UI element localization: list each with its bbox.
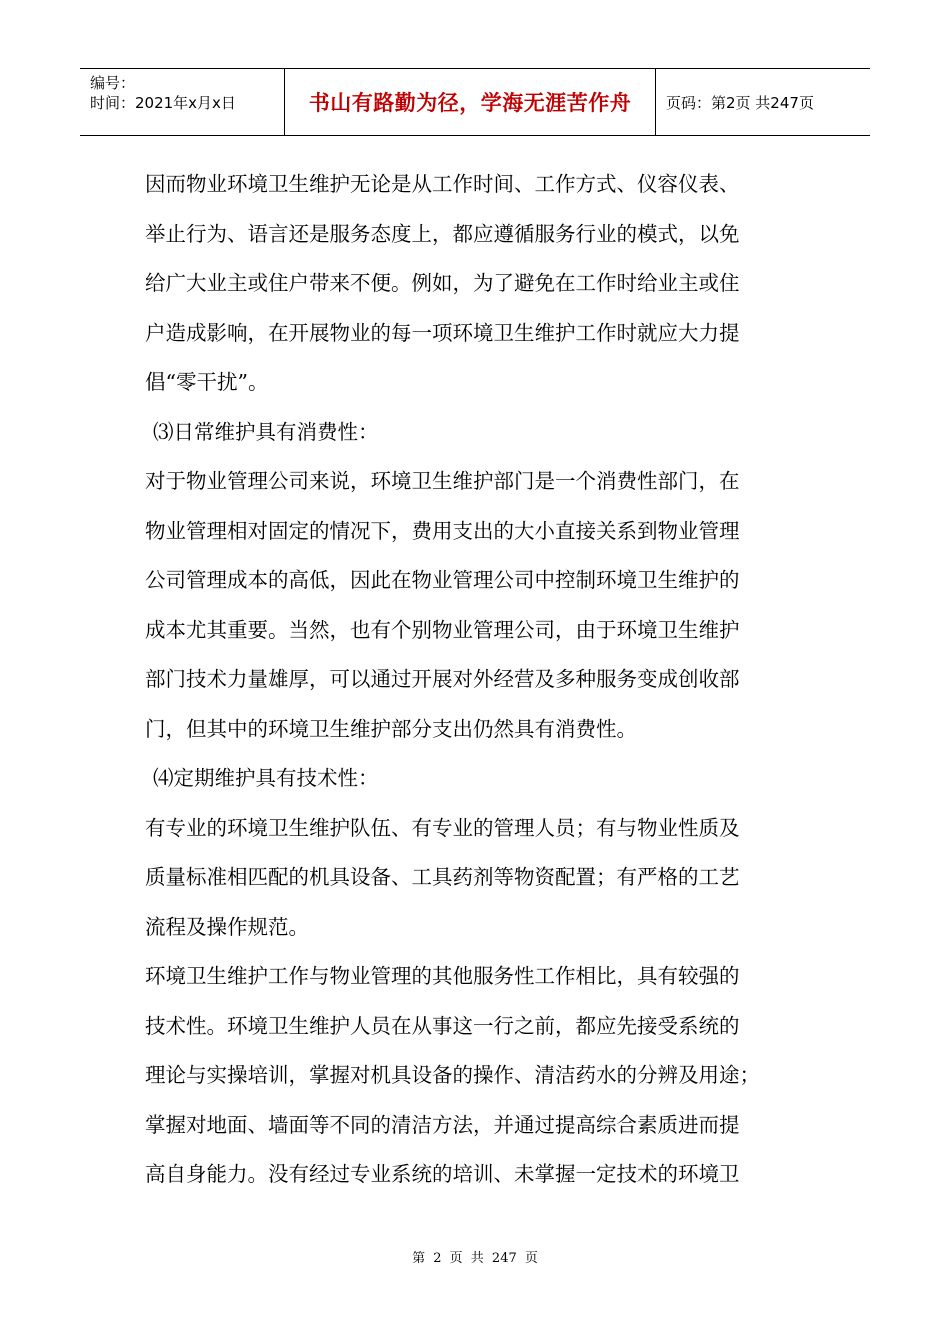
body-line: 成本尤其重要。当然，也有个别物业管理公司，由于环境卫生维护: [145, 617, 740, 642]
page-footer: 第 2 页 共 247 页: [412, 1251, 538, 1266]
body-line: 门，但其中的环境卫生维护部分支出仍然具有消费性。: [145, 716, 637, 741]
body-line: 给广大业主或住户带来不便。例如，为了避免在工作时给业主或住: [145, 271, 740, 295]
document-date-label: 时间：2021年x月x日: [90, 94, 236, 112]
body-line: 物业管理相对固定的情况下，费用支出的大小直接关系到物业管理: [145, 518, 740, 543]
body-line: 因而物业环境卫生维护无论是从工作时间、工作方式、仪容仪表、: [145, 172, 740, 196]
document-number-label: 编号：: [90, 74, 136, 92]
body-line: 掌握对地面、墙面等不同的清洁方法，并通过提高综合素质进而提: [145, 1112, 740, 1137]
section-heading: ⑶日常维护具有消费性：: [153, 419, 379, 444]
body-line: 倡“零干扰”。: [145, 370, 269, 394]
body-line: 部门技术力量雄厚，可以通过开展对外经营及多种服务变成创收部: [145, 667, 740, 691]
body-line: 高自身能力。没有经过专业系统的培训、未掌握一定技术的环境卫: [145, 1162, 740, 1186]
header-motto: 书山有路勤为径，学海无涯苦作舟: [284, 69, 656, 135]
body-line: 公司管理成本的高低，因此在物业管理公司中控制环境卫生维护的: [145, 568, 740, 592]
body-line: 对于物业管理公司来说，环境卫生维护部门是一个消费性部门，在: [145, 469, 740, 493]
header-page-info: 页码：第2页 共247页: [666, 93, 814, 112]
section-heading: ⑷定期维护具有技术性：: [153, 766, 379, 790]
body-line: 流程及操作规范。: [145, 914, 309, 939]
body-line: 举止行为、语言还是服务态度上，都应遵循服务行业的模式，以免: [145, 221, 740, 246]
body-line: 环境卫生维护工作与物业管理的其他服务性工作相比，具有较强的: [145, 964, 740, 988]
body-line: 户造成影响，在开展物业的每一项环境卫生维护工作时就应大力提: [145, 320, 740, 345]
body-line: 质量标准相匹配的机具设备、工具药剂等物资配置；有严格的工艺: [145, 865, 740, 889]
header-meta-cell: [80, 69, 284, 135]
body-line: 技术性。环境卫生维护人员在从事这一行之前，都应先接受系统的: [145, 1013, 740, 1038]
document-header: [80, 68, 870, 136]
body-line: 有专业的环境卫生维护队伍、有专业的管理人员；有与物业性质及: [145, 815, 740, 840]
document-body: [145, 160, 805, 1200]
body-line: 理论与实操培训，掌握对机具设备的操作、清洁药水的分辨及用途；: [145, 1063, 760, 1087]
